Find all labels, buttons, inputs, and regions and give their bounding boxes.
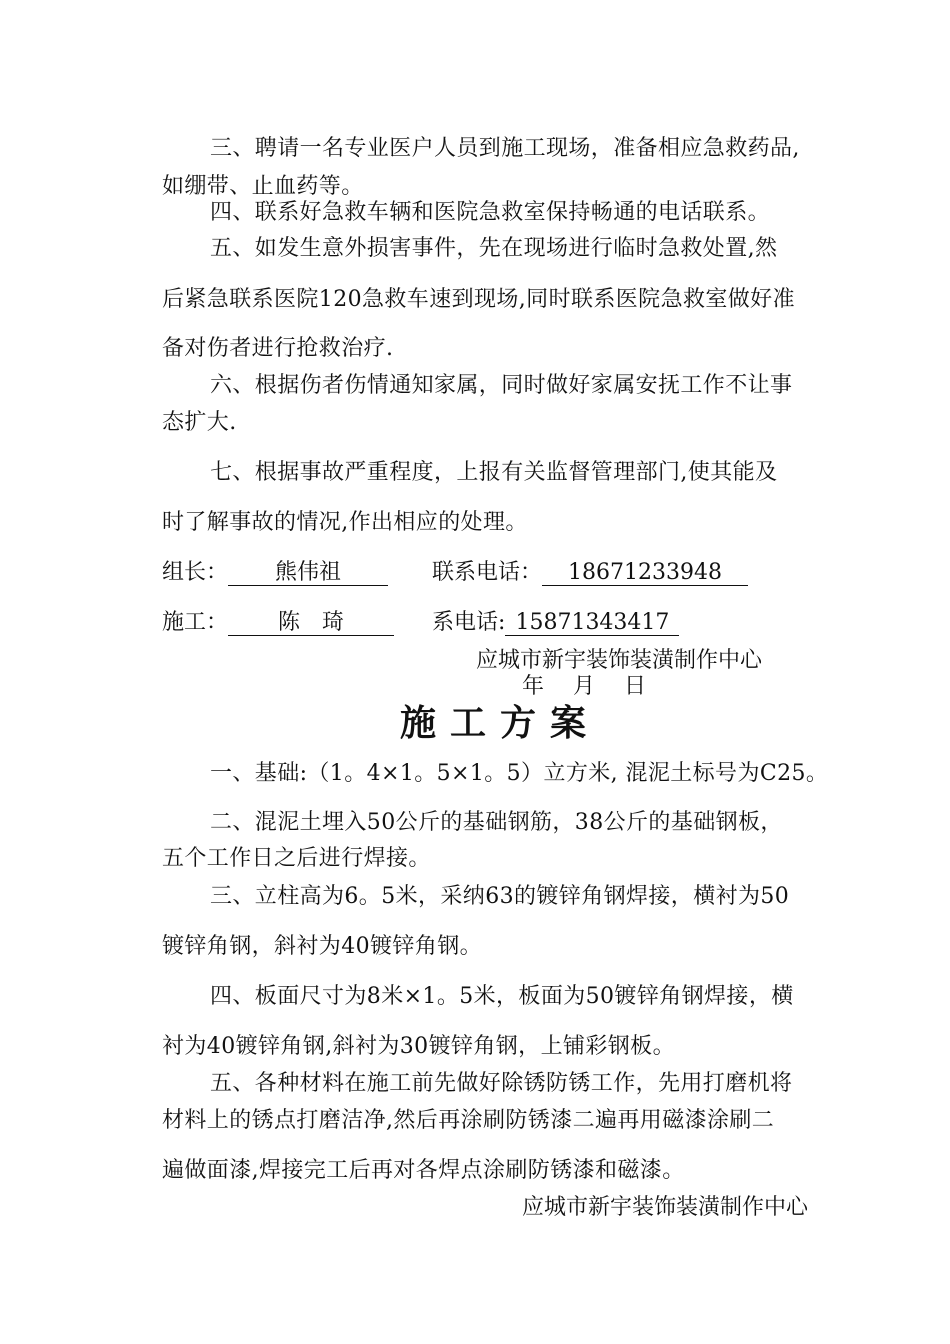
leader-name: 熊伟祖 bbox=[228, 562, 388, 586]
plan-item-3-line-2: 镀锌角钢，斜衬为40镀锌角钢。 bbox=[162, 934, 482, 959]
signature-date: 年 月 日 bbox=[522, 674, 646, 699]
worker-name: 陈 琦 bbox=[228, 612, 394, 636]
paragraph-4-line-1: 四、联系好急救车辆和医院急救室保持畅通的电话联系。 bbox=[210, 200, 771, 225]
paragraph-6-line-2: 态扩大. bbox=[162, 410, 237, 435]
paragraph-5-line-3: 备对伤者进行抢救治疗. bbox=[162, 336, 394, 361]
worker-phone: 15871343417 bbox=[505, 612, 679, 636]
plan-item-5-line-1: 五、各种材料在施工前先做好除锈防锈工作，先用打磨机将 bbox=[210, 1071, 793, 1096]
leader-phone-label: 联系电话： bbox=[432, 560, 543, 585]
signature-org-1: 应城市新宇装饰装潢制作中心 bbox=[476, 648, 763, 673]
plan-item-1-line-1: 一、基础:（1。4×1。5×1。5）立方米, 混泥土标号为C25。 bbox=[210, 761, 829, 786]
worker-phone-label: 系电话: bbox=[432, 610, 506, 635]
plan-item-2-line-2: 五个工作日之后进行焊接。 bbox=[162, 846, 431, 871]
plan-item-5-line-3: 遍做面漆,焊接完工后再对各焊点涂刷防锈漆和磁漆。 bbox=[162, 1158, 685, 1183]
paragraph-6-line-1: 六、根据伤者伤情通知家属，同时做好家属安抚工作不让事 bbox=[210, 373, 793, 398]
paragraph-7-line-1: 七、根据事故严重程度，上报有关监督管理部门,使其能及 bbox=[210, 460, 778, 485]
signature-org-2: 应城市新宇装饰装潢制作中心 bbox=[522, 1195, 809, 1220]
paragraph-3-line-1: 三、聘请一名专业医户人员到施工现场，准备相应急救药品, bbox=[210, 136, 800, 161]
plan-title: 施工方案 bbox=[399, 702, 600, 744]
worker-contact-row bbox=[162, 610, 679, 636]
paragraph-5-line-1: 五、如发生意外损害事件，先在现场进行临时急救处置,然 bbox=[210, 236, 778, 261]
paragraph-3-line-2: 如绷带、止血药等。 bbox=[162, 174, 364, 199]
plan-item-5-line-2: 材料上的锈点打磨洁净,然后再涂刷防锈漆二遍再用磁漆涂刷二 bbox=[162, 1108, 775, 1133]
plan-item-3-line-1: 三、立柱高为6。5米，采纳63的镀锌角钢焊接，横衬为50 bbox=[210, 884, 790, 909]
leader-label: 组长： bbox=[162, 560, 229, 585]
plan-item-4-line-1: 四、板面尺寸为8米×1。5米，板面为50镀锌角钢焊接，横 bbox=[210, 984, 794, 1009]
plan-item-2-line-1: 二、混泥土埋入50公斤的基础钢筋，38公斤的基础钢板， bbox=[210, 810, 783, 835]
leader-contact-row bbox=[162, 560, 748, 586]
worker-label: 施工： bbox=[162, 610, 229, 635]
leader-phone: 18671233948 bbox=[542, 562, 748, 586]
plan-item-4-line-2: 衬为40镀锌角钢,斜衬为30镀锌角钢，上铺彩钢板。 bbox=[162, 1034, 675, 1059]
paragraph-5-line-2: 后紧急联系医院120急救车速到现场,同时联系医院急救室做好准 bbox=[162, 287, 795, 312]
paragraph-7-line-2: 时了解事故的情况,作出相应的处理。 bbox=[162, 510, 528, 535]
